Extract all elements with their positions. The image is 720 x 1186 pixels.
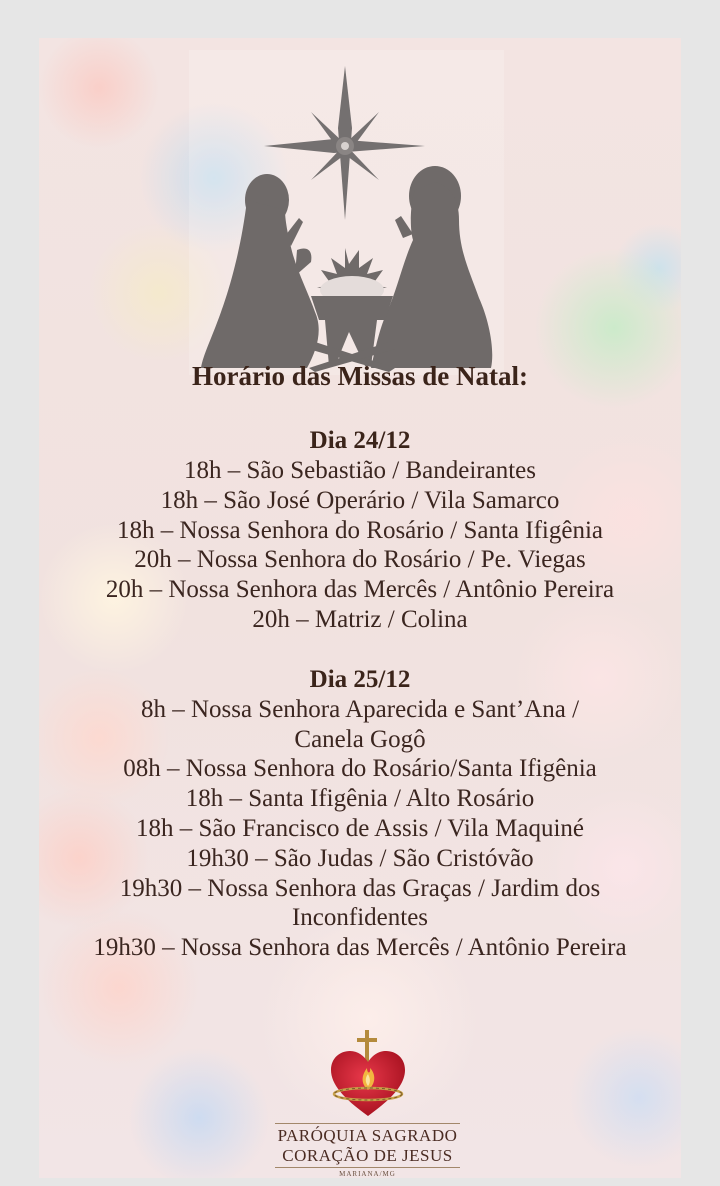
day-block-24 [39,426,681,635]
day-block-25 [39,665,681,963]
mass-time-line: 8h – Nossa Senhora Aparecida e Sant’Ana / Canela Gogô [140,695,580,753]
mass-time-line: 20h – Nossa Senhora do Rosário / Pe. Viegas [134,546,586,574]
parish-name-line-2: CORAÇÃO DE JESUS [282,1146,453,1165]
day-title: Dia 24/12 [309,427,411,454]
nativity-illustration [189,50,504,375]
logo-divider [275,1123,460,1124]
christmas-mass-poster [39,38,681,1178]
parish-logo [275,1028,460,1178]
parish-name-line-1: PARÓQUIA SAGRADO [277,1126,458,1145]
schedule-heading: Horário das Missas de Natal: [192,361,528,391]
mass-time-line: 19h30 – São Judas / São Cristóvão [186,844,534,872]
logo-divider [275,1167,460,1168]
mass-time-line: 18h – São Francisco de Assis / Vila Maquiné [136,814,584,842]
mass-time-line: 18h – Nossa Senhora do Rosário / Santa Ifigênia [116,516,604,544]
mass-time-line: 18h – Santa Ifigênia / Alto Rosário [185,785,535,813]
mass-time-line: 19h30 – Nossa Senhora das Graças / Jardim dos Inconfidentes [119,874,601,932]
day-title: Dia 25/12 [309,665,411,693]
mass-time-line: 20h – Nossa Senhora das Mercês / Antônio Pereira [105,576,615,604]
nativity-silhouette-icon [189,50,504,375]
mass-time-line: 08h – Nossa Senhora do Rosário/Santa Ifigênia [123,755,597,783]
mass-time-line: 20h – Matriz / Colina [252,605,468,633]
parish-location: MARIANA/MG [339,1170,396,1178]
mass-time-line: 18h – São José Operário / Vila Samarco [160,486,560,514]
sacred-heart-icon [323,1028,413,1122]
mass-schedule [39,360,681,993]
mass-time-line: 19h30 – Nossa Senhora das Mercês / Antônio Pereira [93,934,627,962]
mass-time-line: 18h – São Sebastião / Bandeirantes [183,457,536,484]
